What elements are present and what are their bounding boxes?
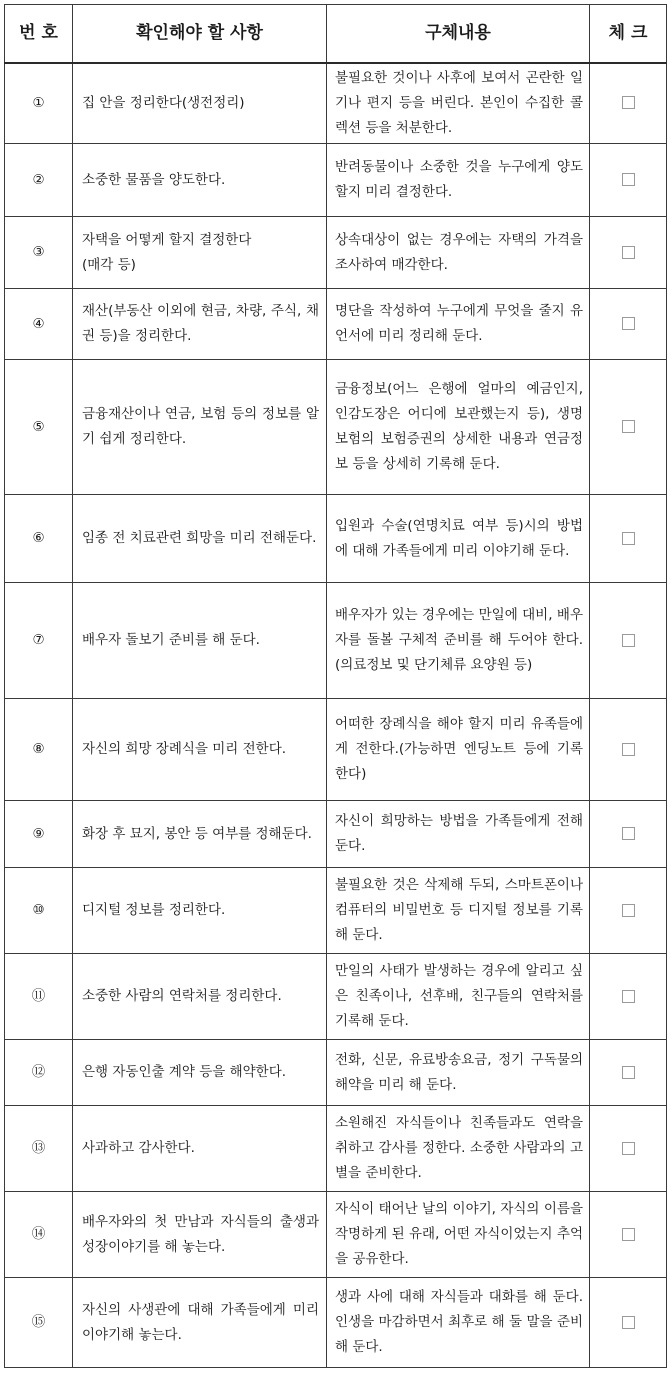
row-detail: 입원과 수술(연명치료 여부 등)시의 방법에 대해 가족들에게 미리 이야기해 둔다. bbox=[327, 495, 590, 583]
row-number: ⑨ bbox=[5, 801, 73, 868]
table-row bbox=[5, 954, 667, 1040]
header-check: 체 크 bbox=[590, 5, 667, 63]
row-check-cell bbox=[590, 360, 667, 495]
row-detail: 생과 사에 대해 자식들과 대화를 해 둔다. 인생을 마감하면서 최후로 해 둘 말을 준비해 둔다. bbox=[327, 1278, 590, 1368]
row-check-cell bbox=[590, 801, 667, 868]
row-item: 소중한 사람의 연락처를 정리한다. bbox=[73, 954, 327, 1040]
row-number: ③ bbox=[5, 217, 73, 289]
row-check-cell bbox=[590, 1192, 667, 1278]
checkbox[interactable] bbox=[622, 634, 635, 647]
checkbox[interactable] bbox=[622, 96, 635, 109]
row-item: 집 안을 정리한다(생전정리) bbox=[73, 63, 327, 144]
checkbox[interactable] bbox=[622, 532, 635, 545]
row-check-cell bbox=[590, 289, 667, 360]
row-check-cell bbox=[590, 699, 667, 801]
table-row bbox=[5, 868, 667, 954]
checkbox[interactable] bbox=[622, 1228, 635, 1241]
row-number: ⑬ bbox=[5, 1106, 73, 1192]
row-detail: 소원해진 자식들이나 친족들과도 연락을 취하고 감사를 정한다. 소중한 사람과의 고별을 준비한다. bbox=[327, 1106, 590, 1192]
header-detail: 구체내용 bbox=[327, 5, 590, 63]
table-row bbox=[5, 217, 667, 289]
row-item: 은행 자동인출 계약 등을 해약한다. bbox=[73, 1040, 327, 1106]
row-item: 재산(부동산 이외에 현금, 차량, 주식, 채권 등)을 정리한다. bbox=[73, 289, 327, 360]
checkbox[interactable] bbox=[622, 317, 635, 330]
row-detail: 상속대상이 없는 경우에는 자택의 가격을 조사하여 매각한다. bbox=[327, 217, 590, 289]
row-detail: 전화, 신문, 유료방송요금, 정기 구독물의 해약을 미리 해 둔다. bbox=[327, 1040, 590, 1106]
table-row bbox=[5, 63, 667, 144]
row-detail: 어떠한 장례식을 해야 할지 미리 유족들에게 전한다.(가능하면 엔딩노트 등에 기록한다) bbox=[327, 699, 590, 801]
row-number: ⑩ bbox=[5, 868, 73, 954]
row-check-cell bbox=[590, 495, 667, 583]
row-detail: 반려동물이나 소중한 것을 누구에게 양도할지 미리 결정한다. bbox=[327, 144, 590, 217]
row-number: ⑮ bbox=[5, 1278, 73, 1368]
row-detail: 자신이 희망하는 방법을 가족들에게 전해 둔다. bbox=[327, 801, 590, 868]
row-item: 임종 전 치료관련 희망을 미리 전해둔다. bbox=[73, 495, 327, 583]
checkbox[interactable] bbox=[622, 904, 635, 917]
checkbox[interactable] bbox=[622, 1142, 635, 1155]
table-row bbox=[5, 144, 667, 217]
row-check-cell bbox=[590, 1278, 667, 1368]
row-detail: 불필요한 것이나 사후에 보여서 곤란한 일기나 편지 등을 버린다. 본인이 수집한 콜렉션 등을 처분한다. bbox=[327, 63, 590, 144]
table-row bbox=[5, 360, 667, 495]
row-check-cell bbox=[590, 954, 667, 1040]
checkbox[interactable] bbox=[622, 420, 635, 433]
row-check-cell bbox=[590, 1040, 667, 1106]
table-row bbox=[5, 1192, 667, 1278]
row-detail: 불필요한 것은 삭제해 두되, 스마트폰이나 컴퓨터의 비밀번호 등 디지털 정보를 기록해 둔다. bbox=[327, 868, 590, 954]
row-detail: 만일의 사태가 발생하는 경우에 알리고 싶은 친족이나, 선후배, 친구들의 연락처를 기록해 둔다. bbox=[327, 954, 590, 1040]
row-number: ① bbox=[5, 63, 73, 144]
row-item: 소중한 물품을 양도한다. bbox=[73, 144, 327, 217]
checkbox[interactable] bbox=[622, 827, 635, 840]
table-header-row bbox=[5, 5, 667, 63]
table-row bbox=[5, 1040, 667, 1106]
end-of-life-checklist-table bbox=[4, 4, 667, 1368]
header-item: 확인해야 할 사항 bbox=[73, 5, 327, 63]
row-item: 자신의 희망 장례식을 미리 전한다. bbox=[73, 699, 327, 801]
row-detail: 배우자가 있는 경우에는 만일에 대비, 배우자를 돌볼 구체적 준비를 해 두어야 한다.(의료정보 및 단기체류 요양원 등) bbox=[327, 583, 590, 699]
row-item: 사과하고 감사한다. bbox=[73, 1106, 327, 1192]
row-item: 배우자 돌보기 준비를 해 둔다. bbox=[73, 583, 327, 699]
checkbox[interactable] bbox=[622, 173, 635, 186]
checkbox[interactable] bbox=[622, 743, 635, 756]
row-check-cell bbox=[590, 217, 667, 289]
row-check-cell bbox=[590, 63, 667, 144]
table-row bbox=[5, 1106, 667, 1192]
row-item: 자신의 사생관에 대해 가족들에게 미리 이야기해 놓는다. bbox=[73, 1278, 327, 1368]
row-number: ⑦ bbox=[5, 583, 73, 699]
row-item: 금융재산이나 연금, 보험 등의 정보를 알기 쉽게 정리한다. bbox=[73, 360, 327, 495]
row-number: ⑪ bbox=[5, 954, 73, 1040]
row-item: 디지털 정보를 정리한다. bbox=[73, 868, 327, 954]
row-detail: 명단을 작성하여 누구에게 무엇을 줄지 유언서에 미리 정리해 둔다. bbox=[327, 289, 590, 360]
row-number: ⑥ bbox=[5, 495, 73, 583]
row-check-cell bbox=[590, 868, 667, 954]
row-number: ⑧ bbox=[5, 699, 73, 801]
checkbox[interactable] bbox=[622, 246, 635, 259]
row-number: ② bbox=[5, 144, 73, 217]
checkbox[interactable] bbox=[622, 1316, 635, 1329]
row-number: ⑤ bbox=[5, 360, 73, 495]
checkbox[interactable] bbox=[622, 1066, 635, 1079]
table-row bbox=[5, 583, 667, 699]
row-item: 화장 후 묘지, 봉안 등 여부를 정해둔다. bbox=[73, 801, 327, 868]
table-row bbox=[5, 289, 667, 360]
table-row bbox=[5, 699, 667, 801]
table-row bbox=[5, 495, 667, 583]
row-item: 배우자와의 첫 만남과 자식들의 출생과 성장이야기를 해 놓는다. bbox=[73, 1192, 327, 1278]
row-number: ⑭ bbox=[5, 1192, 73, 1278]
row-item: 자택을 어떻게 할지 결정한다 (매각 등) bbox=[73, 217, 327, 289]
row-detail: 금융정보(어느 은행에 얼마의 예금인지, 인감도장은 어디에 보관했는지 등), 생명보험의 보험증권의 상세한 내용과 연금정보 등을 상세히 기록해 둔다. bbox=[327, 360, 590, 495]
row-number: ⑫ bbox=[5, 1040, 73, 1106]
table-row bbox=[5, 1278, 667, 1368]
row-detail: 자식이 태어난 날의 이야기, 자식의 이름을 작명하게 된 유래, 어떤 자식이었는지 추억을 공유한다. bbox=[327, 1192, 590, 1278]
header-number: 번 호 bbox=[5, 5, 73, 63]
row-check-cell bbox=[590, 1106, 667, 1192]
row-number: ④ bbox=[5, 289, 73, 360]
row-check-cell bbox=[590, 144, 667, 217]
checkbox[interactable] bbox=[622, 990, 635, 1003]
row-check-cell bbox=[590, 583, 667, 699]
table-row bbox=[5, 801, 667, 868]
